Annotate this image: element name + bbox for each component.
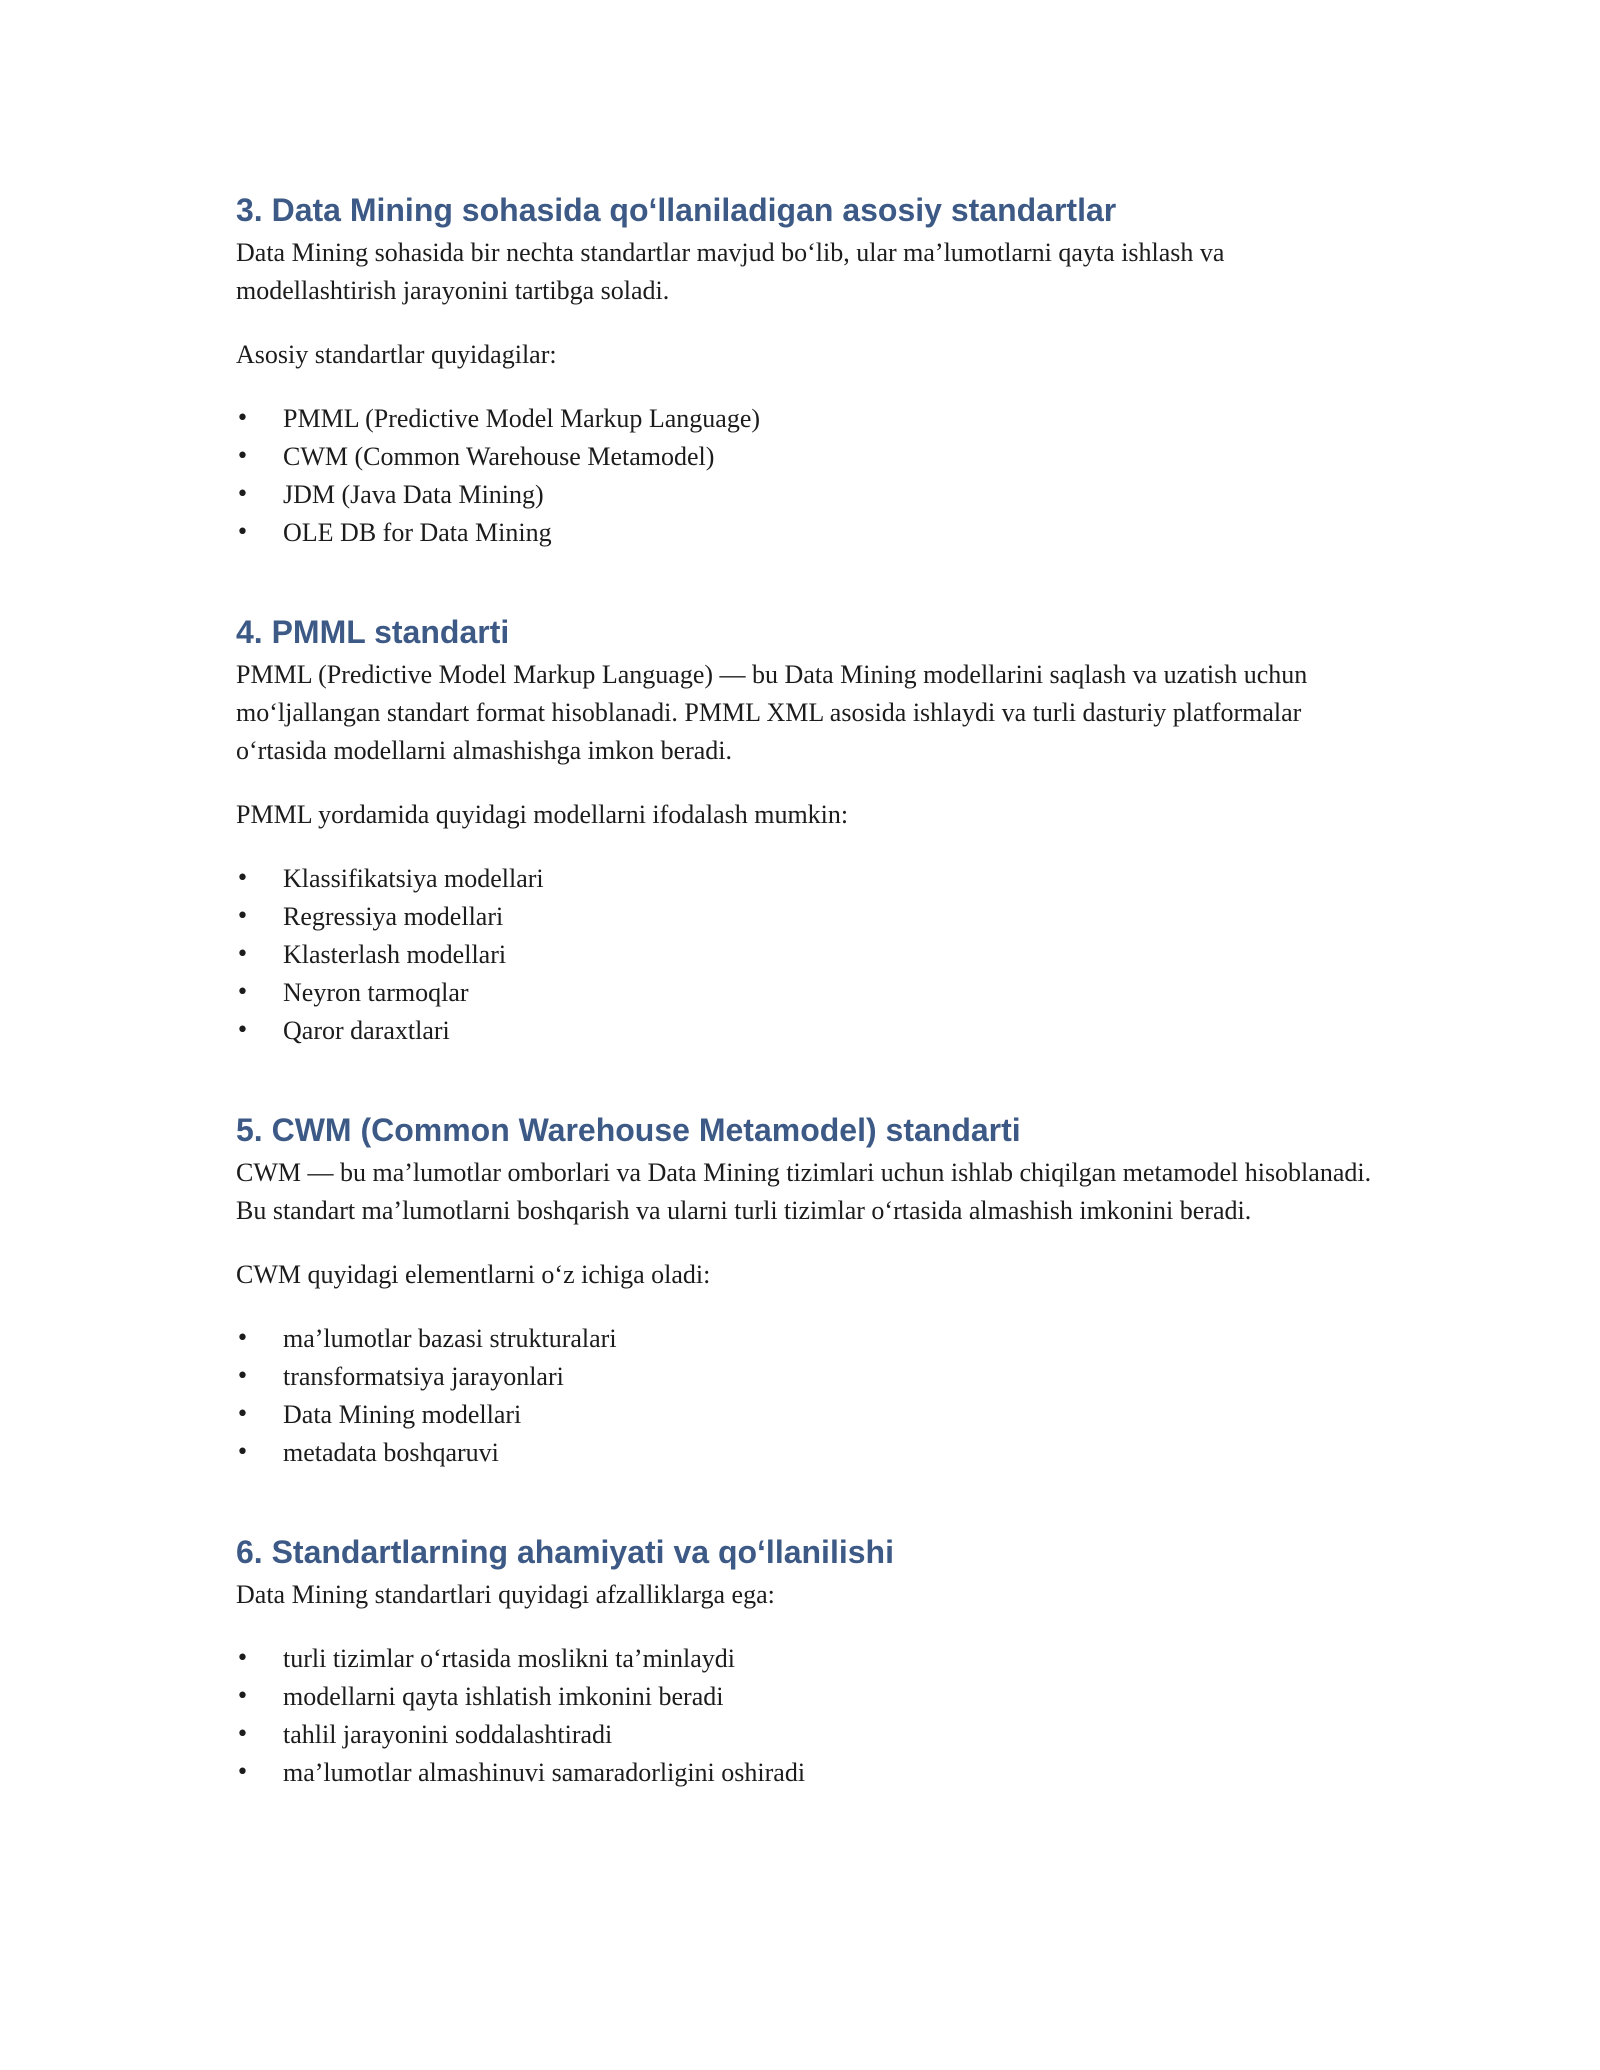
- section-heading: 4. PMML standarti: [236, 614, 510, 650]
- bullet-icon: •: [236, 904, 249, 929]
- bullet-icon: •: [236, 1364, 249, 1389]
- section-heading: 3. Data Mining sohasida qo‘llaniladigan asosiy standartlar: [236, 192, 1117, 228]
- list-item: • tahlil jarayonini soddalashtiradi: [236, 1716, 1376, 1754]
- section-heading: 5. CWM (Common Warehouse Metamodel) standarti: [236, 1112, 1021, 1148]
- section-importance: [236, 1528, 1376, 1792]
- paragraph: Data Mining sohasida bir nechta standartlar mavjud bo‘lib, ular ma’lumotlarni qayta ishlash va modellashtirish jarayonini tartibga soladi.: [236, 238, 1225, 305]
- bullet-icon: •: [236, 406, 249, 431]
- bullet-icon: •: [236, 866, 249, 891]
- section-pmml: [236, 608, 1376, 1106]
- paragraph: PMML yordamida quyidagi modellarni ifodalash mumkin:: [236, 800, 849, 829]
- section-cwm: [236, 1106, 1376, 1528]
- list-item: • ma’lumotlar almashinuvi samaradorligini oshiradi: [236, 1754, 1376, 1792]
- bullet-icon: •: [236, 1646, 249, 1671]
- list-item: • Qaror daraxtlari: [236, 1012, 1376, 1050]
- bullet-icon: •: [236, 1402, 249, 1427]
- paragraph: Asosiy standartlar quyidagilar:: [236, 340, 557, 369]
- bullet-icon: •: [236, 520, 249, 545]
- paragraph: PMML (Predictive Model Markup Language) — bu Data Mining modellarini saqlash va uzatish uchun mo‘ljallangan standart format hisoblanadi. PMML XML asosida ishlaydi va turli dasturiy platformalar o‘rtasida modellarni almashishga imkon beradi.: [236, 660, 1308, 765]
- section-heading: 6. Standartlarning ahamiyati va qo‘llanilishi: [236, 1534, 894, 1570]
- bullet-list: [236, 1640, 1376, 1792]
- list-item: • Regressiya modellari: [236, 898, 1376, 936]
- bullet-list: [236, 860, 1376, 1050]
- list-item: • JDM (Java Data Mining): [236, 476, 1376, 514]
- list-item: • CWM (Common Warehouse Metamodel): [236, 438, 1376, 476]
- bullet-icon: •: [236, 980, 249, 1005]
- bullet-icon: •: [236, 482, 249, 507]
- bullet-icon: •: [236, 1018, 249, 1043]
- bullet-list: [236, 1320, 1376, 1472]
- list-item: • transformatsiya jarayonlari: [236, 1358, 1376, 1396]
- bullet-icon: •: [236, 1722, 249, 1747]
- list-item: • metadata boshqaruvi: [236, 1434, 1376, 1472]
- paragraph: CWM quyidagi elementlarni o‘z ichiga oladi:: [236, 1260, 711, 1289]
- list-item: • turli tizimlar o‘rtasida moslikni ta’minlaydi: [236, 1640, 1376, 1678]
- list-item: • ma’lumotlar bazasi strukturalari: [236, 1320, 1376, 1358]
- bullet-icon: •: [236, 1326, 249, 1351]
- list-item: • PMML (Predictive Model Markup Language): [236, 400, 1376, 438]
- document-page: [236, 186, 1376, 1792]
- list-item: • modellarni qayta ishlatish imkonini beradi: [236, 1678, 1376, 1716]
- list-item: • Neyron tarmoqlar: [236, 974, 1376, 1012]
- section-standards: [236, 186, 1376, 608]
- paragraph: Data Mining standartlari quyidagi afzalliklarga ega:: [236, 1580, 775, 1609]
- bullet-icon: •: [236, 942, 249, 967]
- list-item: • Data Mining modellari: [236, 1396, 1376, 1434]
- list-item: • OLE DB for Data Mining: [236, 514, 1376, 552]
- paragraph: CWM — bu ma’lumotlar omborlari va Data Mining tizimlari uchun ishlab chiqilgan metamodel hisoblanadi. Bu standart ma’lumotlarni boshqarish va ularni turli tizimlar o‘rtasida almashish imkonini beradi.: [236, 1158, 1372, 1225]
- list-item: • Klasterlash modellari: [236, 936, 1376, 974]
- bullet-icon: •: [236, 444, 249, 469]
- list-item: • Klassifikatsiya modellari: [236, 860, 1376, 898]
- bullet-icon: •: [236, 1440, 249, 1465]
- bullet-icon: •: [236, 1760, 249, 1785]
- bullet-list: [236, 400, 1376, 552]
- bullet-icon: •: [236, 1684, 249, 1709]
